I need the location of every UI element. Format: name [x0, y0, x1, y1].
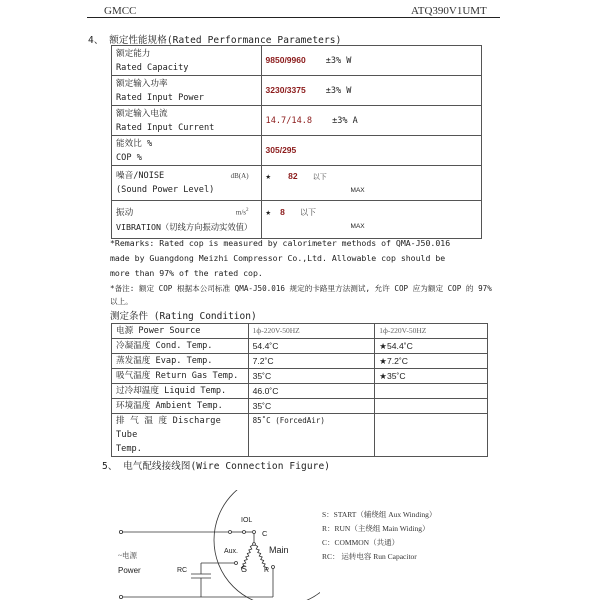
compressor-circle [214, 490, 320, 600]
param-label-cn: 额定输入电流 [116, 108, 168, 119]
param-value: 14.7/14.8 [265, 115, 313, 126]
vibration-label-en: VIBRATION（切线方向振动实效值） [116, 221, 253, 232]
remarks-cn-line-1: *备注: 额定 COP 根据本公司标准 QMA-J50.016 规定的卡路里方法测试, 允许 COP 应为额定 COP 的 97% [110, 284, 492, 293]
vibration-value: 8 [280, 207, 285, 217]
terminal-c [253, 531, 256, 534]
condition-value-alt: ★7.2˚C [375, 354, 488, 369]
legend-run-capacitor: RC： 运转电容 Run Capacitor [322, 552, 417, 561]
section-4-title: 4、 额定性能规格(Rated Performance Parameters) [88, 35, 342, 46]
table-row [112, 324, 488, 339]
table-row [112, 414, 488, 457]
table-row-noise [112, 166, 482, 201]
param-label-en: Rated Input Current [116, 122, 215, 133]
condition-label: 排 气 温 度 Discharge Tube [116, 416, 222, 440]
condition-value-alt [375, 414, 488, 457]
vibration-unit: m/s [235, 208, 247, 217]
noise-value: 82 [288, 170, 298, 181]
condition-value-alt [375, 384, 488, 399]
noise-label-en: (Sound Power Level) [116, 185, 215, 195]
param-value: 3230/3375 [265, 85, 306, 95]
param-label-en: Rated Input Power [116, 92, 204, 103]
condition-label: 吸气温度 Return Gas Temp. [112, 369, 249, 384]
table-row [112, 399, 488, 414]
condition-label: 电源 Power Source [112, 324, 249, 339]
legend-common: C：COMMON（共通） [322, 538, 400, 547]
star-icon: ★ [265, 171, 271, 182]
condition-label: 过冷却温度 Liquid Temp. [112, 384, 249, 399]
label-c: C [262, 529, 268, 538]
param-tolerance: ±3% W [325, 56, 352, 66]
header-divider [87, 17, 500, 18]
label-rc: RC [177, 567, 188, 574]
param-label-en: COP % [116, 152, 142, 163]
param-value: 9850/9960 [265, 55, 306, 65]
noise-label-cn: 噪音/NOISE [116, 171, 165, 181]
param-label-cn: 额定输入功率 [116, 78, 168, 89]
condition-value-alt [375, 399, 488, 414]
remarks-cn-line-2: 以上。 [110, 297, 133, 306]
table-row [112, 106, 482, 136]
condition-value: 35˚C [248, 369, 375, 384]
condition-label-cont: Temp. [116, 444, 142, 454]
param-tolerance: ±3% W [325, 86, 352, 96]
vibration-max: MAX [350, 223, 365, 230]
remarks-en-line-2: made by Guangdong Meizhi Compressor Co.,Ltd. Allowable cop should be [110, 253, 446, 263]
condition-value: 46.0˚C [248, 384, 375, 399]
param-label-en: Rated Capacity [116, 62, 189, 73]
table-row [112, 339, 488, 354]
vibration-label-cn: 振动 [116, 207, 134, 218]
table-row [112, 369, 488, 384]
condition-value: 7.2˚C [248, 354, 375, 369]
terminal-r [272, 566, 275, 569]
terminal-s [235, 562, 238, 565]
condition-label: 冷凝温度 Cond. Temp. [112, 339, 249, 354]
brand-name: GMCC [104, 5, 137, 17]
rated-performance-table [111, 45, 482, 239]
condition-value: 54.4˚C [248, 339, 375, 354]
vibration-unit-exponent: 2 [246, 208, 249, 213]
remarks-en-line-1: *Remarks: Rated cop is measured by calorimeter methods of QMA-J50.016 [110, 238, 451, 248]
condition-label: 蒸发温度 Evap. Temp. [112, 354, 249, 369]
power-terminal-bottom [119, 595, 122, 598]
table-row [112, 384, 488, 399]
rating-condition-title: 测定条件 (Rating Condition) [110, 311, 257, 322]
label-main: Main [269, 545, 289, 555]
rating-condition-table [111, 323, 488, 457]
label-r: R [264, 567, 270, 574]
param-label-cn: 能效比 % [116, 138, 153, 149]
condition-value: 1ф-220V-50HZ [248, 324, 375, 339]
noise-max: MAX [350, 186, 365, 194]
legend-run: R：RUN（主绕组 Main Widing） [322, 524, 430, 533]
condition-value-alt: 1ф-220V-50HZ [375, 324, 488, 339]
legend-start: S：START（辅绕组 Aux Winding） [322, 510, 437, 519]
remarks-en-line-3: more than 97% of the rated cop. [110, 268, 263, 278]
table-row [112, 136, 482, 166]
noise-below: 以下 [312, 172, 327, 181]
label-s: S [241, 564, 248, 574]
star-icon: ★ [265, 208, 271, 218]
label-power-cn: ~电源 [118, 551, 138, 560]
label-power-en: Power [118, 566, 141, 575]
table-row [112, 76, 482, 106]
param-label-cn: 额定能力 [116, 48, 151, 59]
table-row [112, 46, 482, 76]
noise-unit: dB(A) [230, 172, 249, 180]
condition-value-alt: ★54.4˚C [375, 339, 488, 354]
param-value: 305/295 [265, 145, 297, 155]
table-row-vibration [112, 201, 482, 239]
table-row [112, 354, 488, 369]
param-tolerance: ±3% A [332, 115, 358, 126]
label-aux: Aux. [224, 548, 239, 555]
wire-connection-diagram [100, 490, 320, 600]
section-5-title: 5、 电气配线接线图(Wire Connection Figure) [102, 461, 331, 472]
condition-value-alt: ★35˚C [375, 369, 488, 384]
vibration-below: 以下 [300, 208, 317, 217]
label-iol: IOL [241, 517, 253, 524]
condition-value: 35˚C [248, 399, 375, 414]
condition-label: 环境温度 Ambient Temp. [112, 399, 249, 414]
condition-value: 85˚C (ForcedAir) [248, 414, 375, 457]
model-number: ATQ390V1UMT [411, 5, 487, 17]
